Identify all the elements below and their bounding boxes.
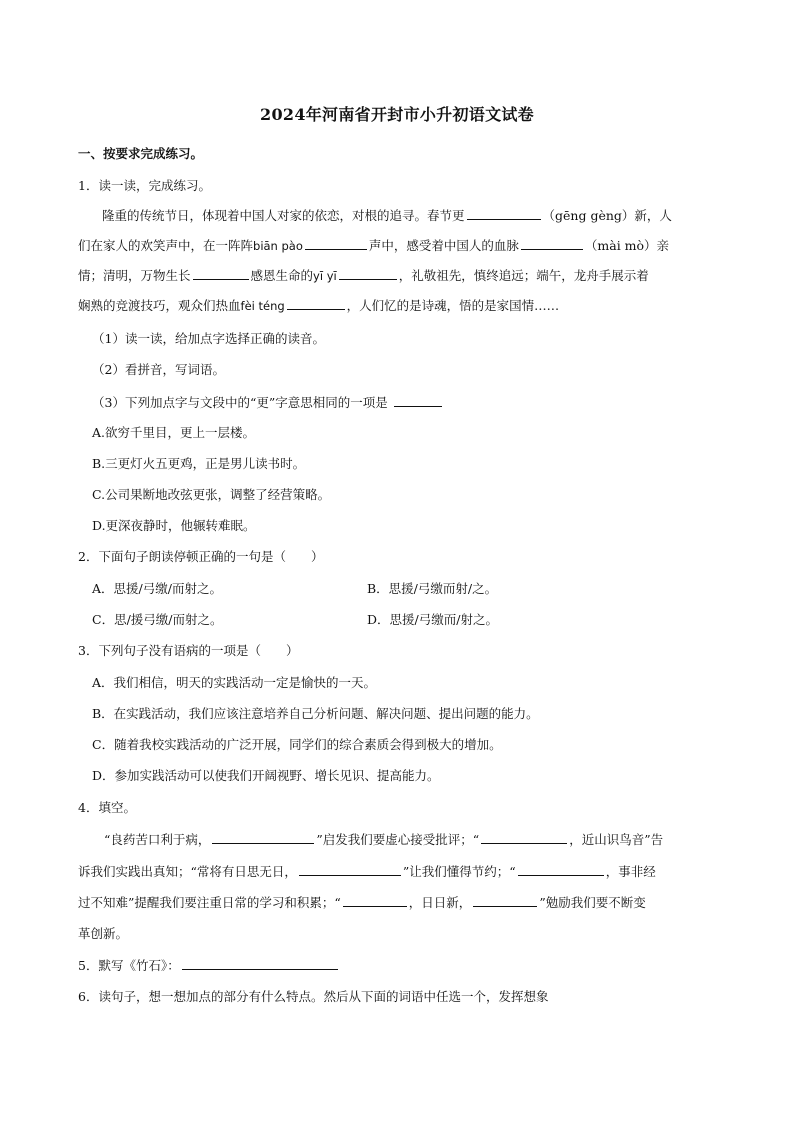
q4-line-4: 革创新。 [78, 926, 129, 941]
q1-passage-line-1 [102, 206, 672, 225]
answer-blank[interactable] [287, 296, 345, 310]
answer-blank[interactable] [193, 266, 249, 280]
answer-blank[interactable] [305, 236, 367, 250]
q1-option-c[interactable]: C.公司果断地改弦更张，调整了经营策略。 [92, 487, 331, 502]
q3-option-c[interactable]: C．随着我校实践活动的广泛开展，同学们的综合素质会得到极大的增加。 [92, 737, 502, 752]
question-4-stem: 4．填空。 [78, 800, 136, 815]
answer-blank[interactable] [518, 862, 604, 876]
q2-option-d[interactable]: D．思援/弓缴而/射之。 [367, 612, 498, 627]
question-5 [78, 956, 340, 975]
answer-blank[interactable] [339, 266, 397, 280]
section-heading: 一、按要求完成练习。 [78, 146, 204, 161]
q3-option-b[interactable]: B．在实践活动，我们应该注意培养自己分析问题、解决问题、提出问题的能力。 [92, 706, 539, 721]
q4-line-3 [78, 893, 646, 912]
pinyin-prompt: yī yī [313, 269, 337, 283]
question-5-stem: 5．默写《竹石》： [78, 958, 180, 973]
q2-option-c[interactable]: C．思/援弓缴/而射之。 [92, 612, 223, 627]
question-6-stem: 6．读句子，想一想加点的部分有什么特点。然后从下面的词语中任选一个，发挥想象 [78, 989, 549, 1004]
q1-text: ，人们忆的是诗魂，悟的是家国情…… [346, 298, 560, 313]
question-2-stem: 2．下面句子朗读停顿正确的一句是（ ） [78, 549, 324, 564]
q3-option-a[interactable]: A．我们相信，明天的实践活动一定是愉快的一天。 [92, 675, 377, 690]
q1-option-a[interactable]: A.欲穷千里目，更上一层楼。 [92, 425, 256, 440]
q4-text: ，事非经 [605, 864, 656, 879]
answer-blank[interactable] [182, 956, 338, 970]
q4-text: 过不知难”提醒我们要注重日常的学习和积累；“ [78, 895, 341, 910]
q2-option-b[interactable]: B．思援/弓缴而射/之。 [367, 581, 498, 596]
q4-text: ”让我们懂得节约；“ [402, 864, 516, 879]
q4-text: ，近山识鸟音”告 [569, 832, 664, 847]
question-3-stem: 3．下列句子没有语病的一项是（ ） [78, 643, 299, 658]
q4-text: ，日日新， [408, 895, 472, 910]
q1-passage-line-4 [78, 296, 559, 315]
answer-blank[interactable] [481, 830, 567, 844]
q1-passage-line-2 [78, 236, 669, 255]
answer-blank[interactable] [299, 862, 401, 876]
q1-text: 声中，感受着中国人的血脉 [368, 238, 519, 253]
q1-text: ，礼敬祖先，慎终追远；端午，龙舟手展示着 [398, 268, 649, 283]
q2-option-a[interactable]: A．思援/弓缴/而射之。 [92, 581, 222, 596]
q1-text: 感恩生命的 [250, 268, 314, 283]
q1-text: （mài mò）亲 [584, 238, 670, 253]
q3-option-d[interactable]: D．参加实践活动可以使我们开阔视野、增长见识、提高能力。 [92, 768, 440, 783]
q4-text: “良药苦口利于病， [104, 832, 211, 847]
answer-blank[interactable] [467, 206, 541, 220]
q1-option-d[interactable]: D.更深夜静时，他辗转难眠。 [92, 518, 256, 533]
q1-subquestion-2: （2）看拼音，写词语。 [92, 362, 225, 377]
answer-blank[interactable] [473, 893, 537, 907]
q1-subquestion-3 [92, 393, 444, 412]
q1-option-b[interactable]: B.三更灯火五更鸡，正是男儿读书时。 [92, 456, 306, 471]
exam-title: 2024年河南省开封市小升初语文试卷 [260, 105, 534, 124]
q1-subquestion-1: （1）读一读，给加点字选择正确的读音。 [92, 331, 325, 346]
answer-blank[interactable] [212, 830, 314, 844]
q1-text: 娴熟的竞渡技巧，观众们热血 [78, 298, 241, 313]
q1-subquestion-3-text: （3）下列加点字与文段中的“更”字意思相同的一项是 [92, 395, 388, 410]
q1-text: 隆重的传统节日，体现着中国人对家的依恋，对根的追寻。春节更 [102, 208, 465, 223]
q1-text: 情；清明，万物生长 [78, 268, 191, 283]
answer-blank[interactable] [343, 893, 407, 907]
q4-text: 诉我们实践出真知；“常将有日思无日， [78, 864, 297, 879]
answer-blank[interactable] [521, 236, 583, 250]
question-1-stem: 1．读一读，完成练习。 [78, 178, 211, 193]
q1-text: （gēng gèng）新，人 [542, 208, 672, 223]
q1-passage-line-3 [78, 266, 649, 285]
q4-line-2 [78, 862, 656, 881]
answer-blank[interactable] [394, 393, 442, 407]
pinyin-prompt: fèi téng [240, 299, 285, 313]
q4-text: ”勉励我们要不断变 [539, 895, 646, 910]
q4-line-1 [104, 830, 663, 849]
q1-text: 们在家人的欢笑声中，在一阵阵 [78, 238, 254, 253]
pinyin-prompt: biān pào [253, 239, 303, 253]
q4-text: ”启发我们要虚心接受批评；“ [316, 832, 480, 847]
